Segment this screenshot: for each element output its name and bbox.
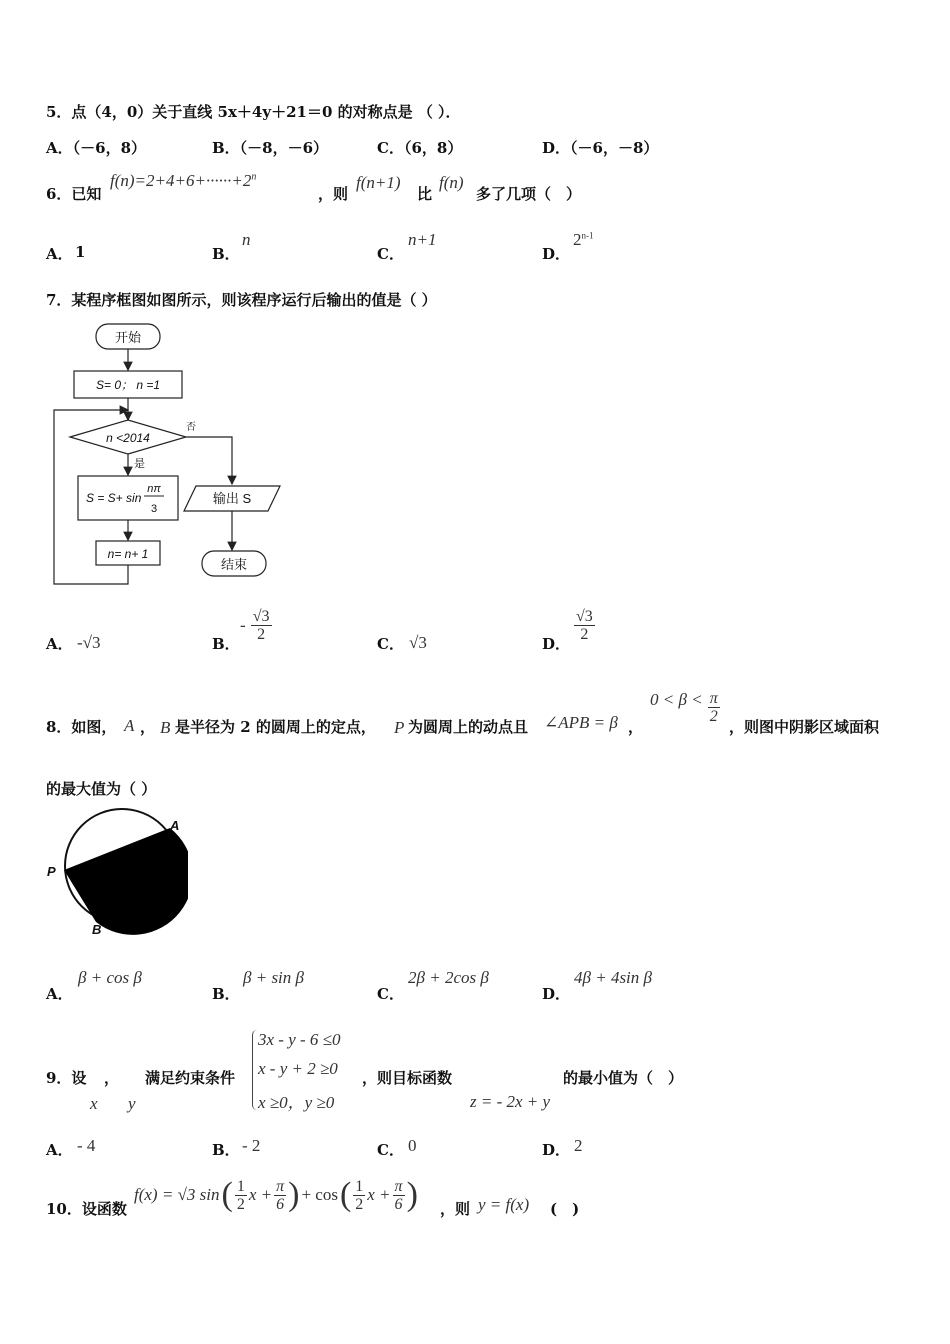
q8-angle: ∠APB = β [544,713,618,732]
q8-fig-label-b: B [92,922,102,936]
q8-point-p: P [394,718,405,737]
q6-option-d: 2$^{n-1}$ [573,230,594,249]
q9-option-a: - 4 [77,1136,96,1155]
flow-init-label: S= 0； n =1 [95,378,161,392]
q5-stem: 5．点（4，0）关于直线 5x＋4y＋21＝0 的对称点是 （ ）． [46,103,461,121]
q5-option-c: C．（6，8） [377,139,463,157]
q8-circle-figure [44,804,188,936]
q8-point-b: B [160,718,171,737]
q8-option-c-label: C． [377,985,404,1003]
q9-text3: 的最小值为（ ） [563,1069,684,1087]
flow-end-label: 结束 [220,557,248,572]
q7-option-d: $\frac{√3}{2}$ [576,608,593,643]
q9-text2: ，则目标函数 [362,1069,453,1087]
q6-mid1: ，则 [318,185,349,203]
flow-update-label: S = S+ sin [86,491,142,505]
q6-mid2: 比 [417,185,433,203]
flow-yes-label: 是 [134,458,145,470]
q7-stem: 7．某程序框图如图所示，则该程序运行后输出的值是（ ） [46,291,437,309]
q8-option-b: β + sin β [243,968,304,987]
q7-option-b: - $\frac{√3}{2}$ [240,608,270,643]
q5-option-d: D．（－6，－8） [542,139,659,157]
q7-option-b-label: B． [212,635,240,653]
q6-suffix: 多了几项（ ） [476,185,582,203]
q8-point-a: A [124,716,135,735]
q9-text1: 满足约束条件 [145,1069,236,1087]
q8-option-b-label: B． [212,985,240,1003]
flow-update-num: nπ [147,483,161,495]
q8-fig-label-a: A [170,818,180,833]
flow-incr-label: n= n+ 1 [107,547,149,561]
q7-option-c: √3 [409,633,427,652]
q8-shaded-region [64,828,188,935]
q8-comma: ， [140,718,156,736]
q8-text4: ，则图中阴影区域面积 [729,718,880,736]
q9-option-d: 2 [574,1136,583,1155]
q10-formula: f(x) = √3 sin ( $\frac{1}{2}$ x + $\frac{\pi}{6}$ ) + cos ( $\frac{1}{2}$ x + $\frac{\pi}{6}$ ) [134,1176,418,1213]
q8-text1: 是半径为 2 的圆周上的定点， [175,718,376,736]
q9-var-x: x [90,1094,98,1113]
q6-option-a-label: A． [46,245,73,263]
q9-option-a-label: A． [46,1141,73,1159]
q6-option-a: 1 [75,243,86,261]
q7-option-d-label: D． [542,635,571,653]
q7-option-a-label: A． [46,635,73,653]
q8-option-a: β + cos β [78,968,142,987]
q9-constraint-1: 3x - y - 6 ≤0 [258,1030,341,1049]
q8-option-c: 2β + 2cos β [408,968,489,987]
q8-line2: 的最大值为（ ） [46,780,157,798]
q9-option-c: 0 [408,1136,417,1155]
q6-prefix: 6．已知 [46,185,102,203]
q9-constraint-2: x - y + 2 ≥0 [258,1059,338,1078]
q8-fig-label-p: P [47,864,56,879]
flow-cond-label: n <2014 [106,431,150,445]
q6-fn: f(n) [439,173,464,192]
flow-no-label: 否 [186,422,196,433]
q6-option-d-label: D． [542,245,571,263]
q8-option-d-label: D． [542,985,571,1003]
flow-start-label: 开始 [114,330,142,345]
q6-option-c: n+1 [408,230,437,249]
q8-text3: ， [628,718,644,736]
q7-option-c-label: C． [377,635,404,653]
flowchart [48,318,288,590]
q8-prefix: 8．如图， [46,718,117,736]
q10-text2: ( ) [550,1200,580,1218]
q5-option-a: A．（－6，8） [46,139,147,157]
q6-formula: $f(n)=2+4+6+\cdot\cdot\cdot\cdot\cdot\cdot+2^n$ [110,171,257,190]
q9-prefix: 9．设 [46,1069,87,1087]
q6-fn1: f(n+1) [356,173,401,192]
q10-y-eq: y = f(x) [478,1195,530,1214]
q9-objective: z = - 2x + y [470,1092,551,1111]
q10-prefix: 10．设函数 [46,1200,127,1218]
q8-text2: 为圆周上的动点且 [408,718,529,736]
q9-option-b: - 2 [242,1136,261,1155]
q5-option-b: B．（－8，－6） [212,139,329,157]
q6-option-b-label: B． [212,245,240,263]
flow-output-label: 输出 S [212,491,252,506]
q9-constraint-3: x ≥0，y ≥0 [258,1093,335,1112]
q9-comma: ， [104,1069,120,1087]
q6-option-b: n [242,230,251,249]
q9-brace [252,1030,257,1110]
q9-option-d-label: D． [542,1141,571,1159]
q6-option-c-label: C． [377,245,404,263]
q8-range: 0 < β < $\frac{\pi}{2}$ [650,690,718,725]
q7-option-a: -√3 [77,633,101,652]
q9-option-b-label: B． [212,1141,240,1159]
q8-option-d: 4β + 4sin β [574,968,652,987]
q9-option-c-label: C． [377,1141,404,1159]
q10-text1: ，则 [440,1200,471,1218]
flow-update-den: 3 [150,503,158,515]
q9-var-y: y [128,1094,136,1113]
q8-option-a-label: A． [46,985,73,1003]
